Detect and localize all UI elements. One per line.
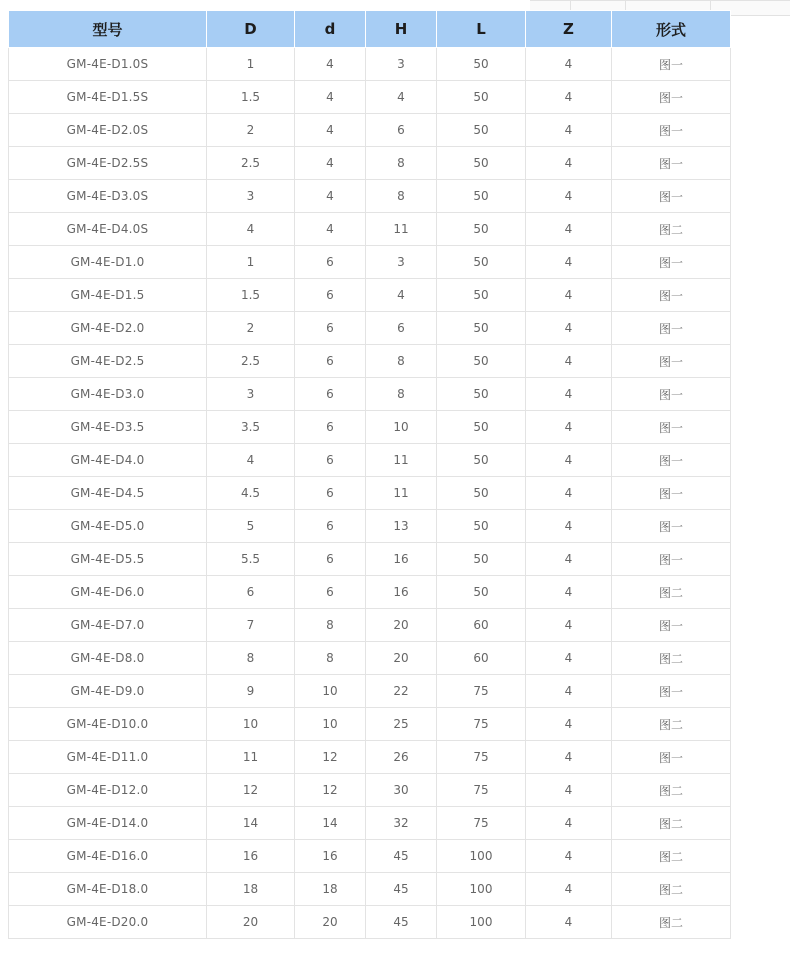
cell-model: GM-4E-D8.0 [9,642,207,675]
cell-Z: 4 [526,708,612,741]
spec-table-body [9,48,731,939]
cell-L: 50 [437,279,526,312]
cell-form: 图二 [612,807,731,840]
cell-D: 11 [207,741,295,774]
cell-D: 2 [207,312,295,345]
cell-model: GM-4E-D1.5 [9,279,207,312]
table-row [9,840,731,873]
cell-form: 图一 [612,741,731,774]
cell-d: 6 [295,576,366,609]
spec-table-header [9,11,731,48]
table-row [9,312,731,345]
cell-L: 75 [437,807,526,840]
cell-L: 50 [437,444,526,477]
cell-form: 图二 [612,576,731,609]
table-row [9,708,731,741]
cell-Z: 4 [526,543,612,576]
cell-Z: 4 [526,312,612,345]
cell-d: 16 [295,840,366,873]
cell-H: 16 [366,543,437,576]
cell-L: 75 [437,741,526,774]
table-row [9,147,731,180]
table-row [9,477,731,510]
cell-H: 26 [366,741,437,774]
cell-Z: 4 [526,279,612,312]
cell-form: 图一 [612,246,731,279]
cell-d: 14 [295,807,366,840]
cell-form: 图一 [612,312,731,345]
cell-d: 8 [295,642,366,675]
cell-D: 20 [207,906,295,939]
cell-model: GM-4E-D1.0S [9,48,207,81]
cell-Z: 4 [526,807,612,840]
cell-form: 图一 [612,81,731,114]
cell-model: GM-4E-D12.0 [9,774,207,807]
cell-L: 50 [437,312,526,345]
cell-D: 3.5 [207,411,295,444]
cell-d: 10 [295,675,366,708]
cell-H: 6 [366,312,437,345]
cell-L: 100 [437,873,526,906]
cell-d: 8 [295,609,366,642]
table-row [9,378,731,411]
cell-Z: 4 [526,840,612,873]
cell-L: 50 [437,576,526,609]
cell-model: GM-4E-D18.0 [9,873,207,906]
cell-Z: 4 [526,774,612,807]
cell-form: 图一 [612,114,731,147]
cell-model: GM-4E-D16.0 [9,840,207,873]
cell-d: 6 [295,279,366,312]
cell-H: 11 [366,213,437,246]
cell-d: 4 [295,114,366,147]
cell-D: 14 [207,807,295,840]
cell-H: 45 [366,906,437,939]
cell-model: GM-4E-D3.0S [9,180,207,213]
cell-Z: 4 [526,114,612,147]
cell-d: 4 [295,180,366,213]
cell-D: 8 [207,642,295,675]
cell-model: GM-4E-D1.5S [9,81,207,114]
cell-D: 2 [207,114,295,147]
cell-form: 图一 [612,147,731,180]
cell-L: 50 [437,345,526,378]
cell-d: 6 [295,246,366,279]
cell-L: 100 [437,840,526,873]
cell-H: 20 [366,609,437,642]
header-D: D [207,11,295,48]
cell-form: 图一 [612,675,731,708]
table-row [9,444,731,477]
table-row [9,642,731,675]
header-L: L [437,11,526,48]
cell-D: 4.5 [207,477,295,510]
cell-H: 13 [366,510,437,543]
cell-H: 8 [366,180,437,213]
cell-model: GM-4E-D11.0 [9,741,207,774]
cell-L: 50 [437,81,526,114]
cell-model: GM-4E-D5.5 [9,543,207,576]
cell-H: 45 [366,873,437,906]
cell-form: 图一 [612,609,731,642]
cell-D: 18 [207,873,295,906]
cell-H: 22 [366,675,437,708]
cell-D: 5.5 [207,543,295,576]
cell-form: 图一 [612,48,731,81]
cell-L: 75 [437,774,526,807]
cell-Z: 4 [526,642,612,675]
cell-H: 11 [366,444,437,477]
cell-D: 3 [207,378,295,411]
cell-d: 4 [295,48,366,81]
cell-d: 4 [295,147,366,180]
cell-Z: 4 [526,609,612,642]
cell-d: 4 [295,213,366,246]
cell-H: 11 [366,477,437,510]
cell-model: GM-4E-D3.0 [9,378,207,411]
cell-L: 50 [437,477,526,510]
cell-Z: 4 [526,873,612,906]
table-row [9,576,731,609]
table-row [9,246,731,279]
cell-model: GM-4E-D4.0 [9,444,207,477]
cell-form: 图二 [612,873,731,906]
cell-model: GM-4E-D2.0 [9,312,207,345]
cell-d: 18 [295,873,366,906]
cell-D: 4 [207,213,295,246]
cell-model: GM-4E-D9.0 [9,675,207,708]
cell-H: 30 [366,774,437,807]
cell-Z: 4 [526,345,612,378]
cell-model: GM-4E-D10.0 [9,708,207,741]
cell-d: 6 [295,444,366,477]
cell-Z: 4 [526,180,612,213]
cell-L: 50 [437,543,526,576]
cell-d: 10 [295,708,366,741]
cell-D: 6 [207,576,295,609]
cell-model: GM-4E-D4.5 [9,477,207,510]
cell-L: 60 [437,642,526,675]
cell-Z: 4 [526,213,612,246]
table-row [9,906,731,939]
cell-form: 图一 [612,378,731,411]
cell-d: 6 [295,345,366,378]
cell-d: 12 [295,774,366,807]
cell-H: 8 [366,378,437,411]
cell-model: GM-4E-D1.0 [9,246,207,279]
cell-model: GM-4E-D14.0 [9,807,207,840]
cell-D: 2.5 [207,345,295,378]
header-H: H [366,11,437,48]
cell-form: 图一 [612,279,731,312]
cell-model: GM-4E-D3.5 [9,411,207,444]
header-form: 形式 [612,11,731,48]
cell-H: 4 [366,81,437,114]
table-row [9,807,731,840]
cell-form: 图一 [612,411,731,444]
cell-Z: 4 [526,510,612,543]
cell-H: 3 [366,246,437,279]
cell-L: 50 [437,180,526,213]
cell-form: 图一 [612,477,731,510]
cell-D: 10 [207,708,295,741]
header-Z: Z [526,11,612,48]
cell-d: 6 [295,510,366,543]
cell-d: 6 [295,477,366,510]
cell-H: 4 [366,279,437,312]
cell-H: 20 [366,642,437,675]
cell-L: 50 [437,213,526,246]
cell-D: 1 [207,246,295,279]
cell-form: 图一 [612,345,731,378]
cell-form: 图二 [612,906,731,939]
cell-d: 4 [295,81,366,114]
cell-Z: 4 [526,477,612,510]
cell-form: 图二 [612,708,731,741]
cell-L: 50 [437,510,526,543]
cell-model: GM-4E-D20.0 [9,906,207,939]
cell-H: 6 [366,114,437,147]
cell-model: GM-4E-D2.0S [9,114,207,147]
cell-D: 3 [207,180,295,213]
table-row [9,411,731,444]
cell-form: 图一 [612,444,731,477]
cell-d: 6 [295,411,366,444]
cell-d: 6 [295,312,366,345]
cell-Z: 4 [526,906,612,939]
cell-D: 9 [207,675,295,708]
table-row [9,114,731,147]
cell-L: 100 [437,906,526,939]
cell-model: GM-4E-D7.0 [9,609,207,642]
cell-L: 60 [437,609,526,642]
cell-H: 32 [366,807,437,840]
table-row [9,543,731,576]
header-row [9,11,731,48]
cell-D: 1.5 [207,279,295,312]
cell-H: 25 [366,708,437,741]
table-row [9,774,731,807]
table-row [9,81,731,114]
cell-H: 45 [366,840,437,873]
cell-L: 50 [437,246,526,279]
table-row [9,48,731,81]
cell-d: 6 [295,543,366,576]
cell-Z: 4 [526,48,612,81]
cell-d: 12 [295,741,366,774]
cell-model: GM-4E-D2.5 [9,345,207,378]
table-row [9,213,731,246]
cell-D: 2.5 [207,147,295,180]
cell-D: 4 [207,444,295,477]
cell-D: 5 [207,510,295,543]
cell-form: 图一 [612,510,731,543]
cell-model: GM-4E-D4.0S [9,213,207,246]
cell-Z: 4 [526,81,612,114]
cell-Z: 4 [526,246,612,279]
cell-form: 图一 [612,180,731,213]
cell-d: 6 [295,378,366,411]
cell-L: 50 [437,114,526,147]
cell-form: 图一 [612,543,731,576]
cell-form: 图二 [612,213,731,246]
cell-Z: 4 [526,576,612,609]
cell-H: 3 [366,48,437,81]
table-row [9,510,731,543]
cell-Z: 4 [526,378,612,411]
table-row [9,609,731,642]
cell-L: 50 [437,48,526,81]
table-row [9,675,731,708]
table-row [9,345,731,378]
cell-Z: 4 [526,675,612,708]
cell-model: GM-4E-D2.5S [9,147,207,180]
cell-H: 10 [366,411,437,444]
cell-form: 图二 [612,642,731,675]
cell-H: 8 [366,147,437,180]
header-d: d [295,11,366,48]
cell-D: 12 [207,774,295,807]
cell-L: 50 [437,147,526,180]
cell-Z: 4 [526,741,612,774]
cell-D: 1.5 [207,81,295,114]
cell-L: 50 [437,378,526,411]
cell-L: 75 [437,675,526,708]
table-row [9,279,731,312]
header-model: 型号 [9,11,207,48]
cell-L: 50 [437,411,526,444]
cell-H: 8 [366,345,437,378]
cell-model: GM-4E-D6.0 [9,576,207,609]
cell-D: 7 [207,609,295,642]
cell-model: GM-4E-D5.0 [9,510,207,543]
table-row [9,180,731,213]
cell-Z: 4 [526,444,612,477]
cell-D: 16 [207,840,295,873]
cell-form: 图二 [612,774,731,807]
cell-D: 1 [207,48,295,81]
table-row [9,873,731,906]
table-row [9,741,731,774]
cell-Z: 4 [526,147,612,180]
cell-d: 20 [295,906,366,939]
cell-form: 图二 [612,840,731,873]
cell-Z: 4 [526,411,612,444]
spec-table [8,10,731,939]
cell-H: 16 [366,576,437,609]
cell-L: 75 [437,708,526,741]
